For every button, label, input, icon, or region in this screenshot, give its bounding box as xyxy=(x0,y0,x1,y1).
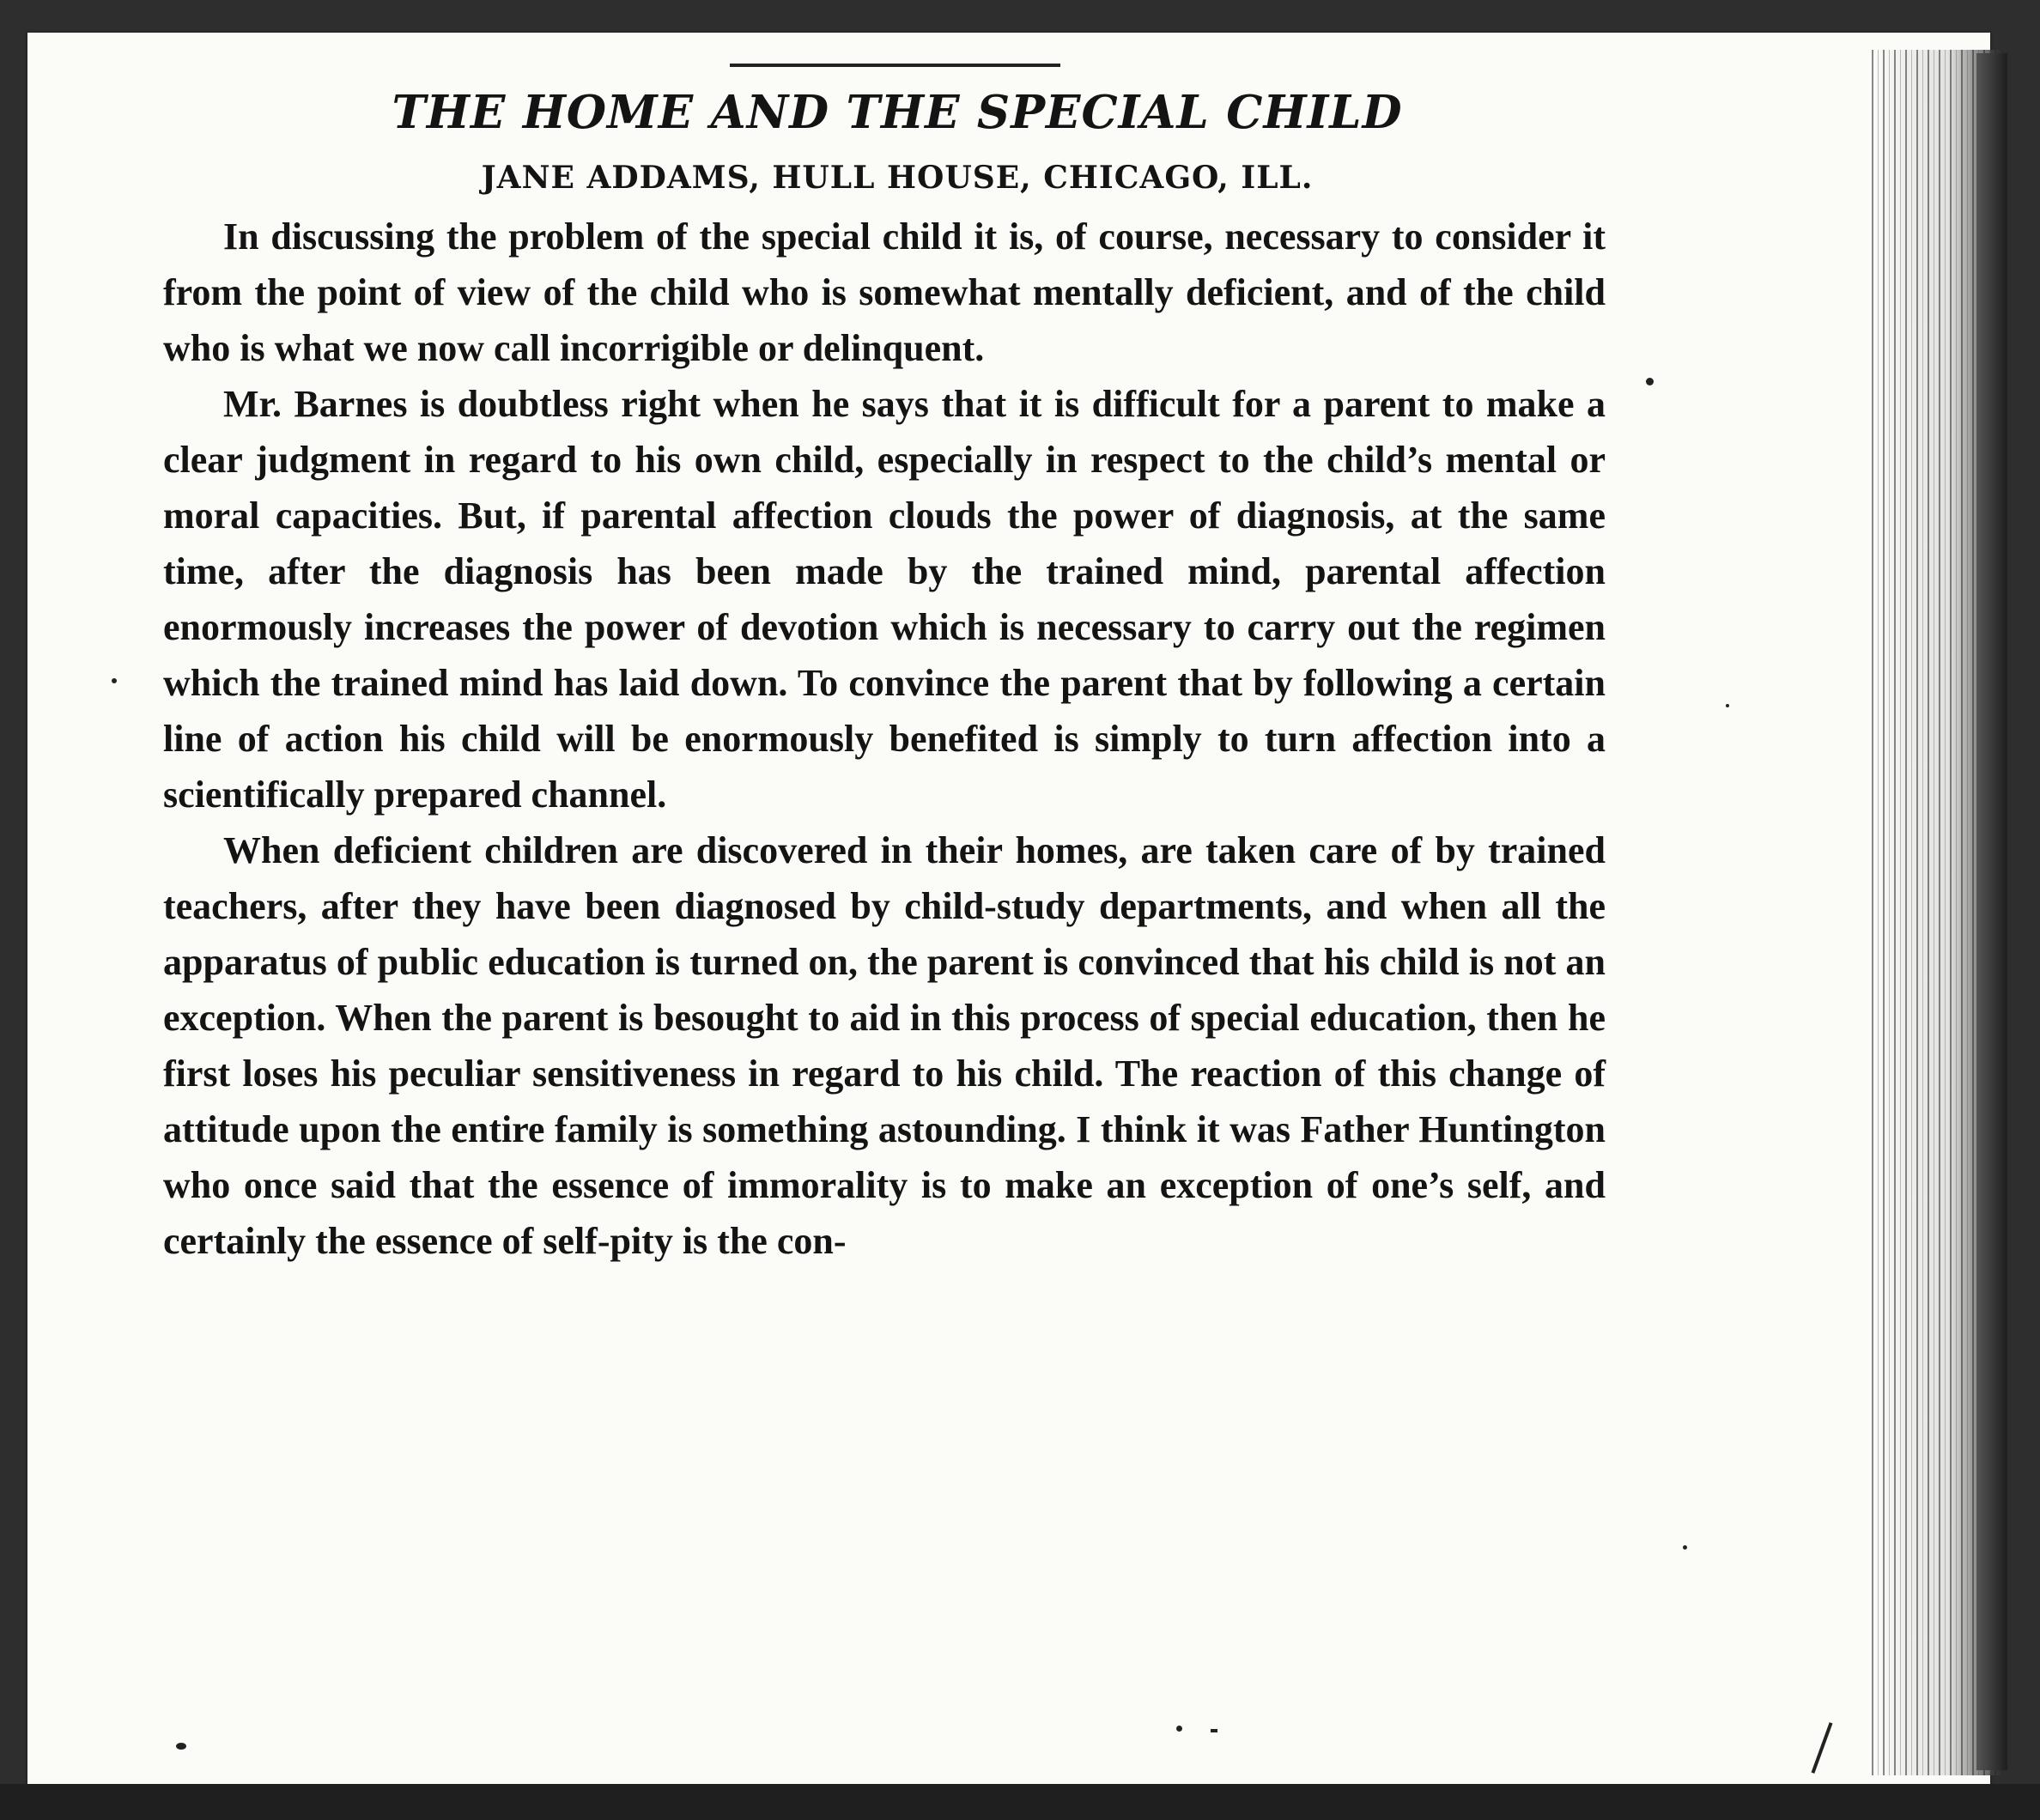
scan-speck xyxy=(1176,1726,1182,1732)
binding-edge xyxy=(1976,53,2007,1770)
article-title: THE HOME AND THE SPECIAL CHILD xyxy=(392,86,1403,139)
scan-speck xyxy=(1683,1545,1687,1550)
paragraph-2: Mr. Barnes is doubtless right when he says that it is difficult for a parent to make a clear judgment in regard to his own child, especially in respect to the child’s mental or moral capacities. But, if parental affection clouds the power of diagnosis, at the same time, after the diagnosis has been made by the trained mind, parental affection enormously increases the power of devotion which is necessary to carry out the regimen which the trained mind has laid down. To convince the parent that by following a certain line of action his child will be enormously benefited is simply to turn affection into a scientifically prepared channel. xyxy=(163,382,1606,816)
paragraph-1: In discussing the problem of the special child it is, of course, necessary to consider it from the point of view of the child who is somewhat mentally deficient, and of the child who is what we now call incorrigible or delinquent. xyxy=(163,215,1606,369)
scan-speck xyxy=(176,1743,186,1750)
scan-speck xyxy=(1646,378,1654,385)
scan-speck xyxy=(1211,1729,1217,1732)
scan-speck xyxy=(112,678,117,683)
header-rule xyxy=(730,64,1060,67)
article xyxy=(163,86,1606,1269)
scan-speck xyxy=(1726,704,1729,707)
scan-bottom-border xyxy=(0,1784,2040,1820)
article-byline: JANE ADDAMS, HULL HOUSE, CHICAGO, ILL. xyxy=(481,159,1314,196)
paragraph-3: When deficient children are discovered in their homes, are taken care of by trained teachers, after they have been diagnosed by child-study departments, and when all the apparatus of public education is turned on, the parent is convinced that his child is not an exception. When the parent is besought to aid in this process of special education, then he first loses his peculiar sensitiveness in regard to his child. The reaction of this change of attitude upon the entire family is something astounding. I think it was Father Huntington who once said that the essence of immorality is to make an exception of one’s self, and certainly the essence of self-pity is the con- xyxy=(163,828,1606,1262)
